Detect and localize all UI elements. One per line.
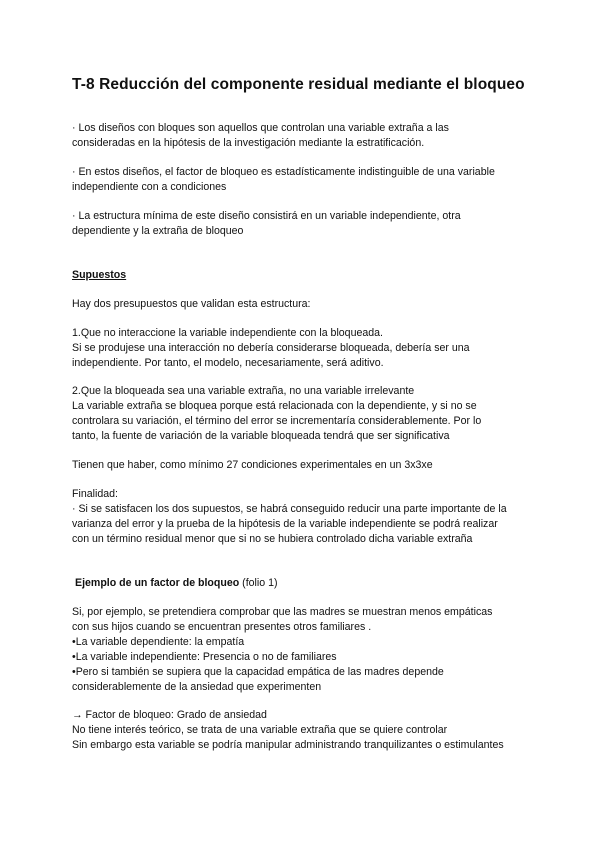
ejemplo-heading xyxy=(75,576,545,591)
intro-paragraph-1 xyxy=(72,121,542,151)
document-title: T-8 Reducción del componente residual mediante el bloqueo xyxy=(72,76,525,93)
text-line: independiente con a condiciones xyxy=(72,181,227,193)
text-line: · La estructura mínima de este diseño consistirá en un variable independiente, otra xyxy=(72,210,461,222)
text-line: 1.Que no interaccione la variable independiente con la bloqueada. xyxy=(72,327,383,339)
section-heading: Supuestos xyxy=(72,269,127,281)
text-line: 2.Que la bloqueada sea una variable extraña, no una variable irrelevante xyxy=(72,385,415,397)
text-line: · Si se satisfacen los dos supuestos, se habrá conseguido reducir una parte importante de la xyxy=(72,503,507,515)
bullet-line: •Pero si también se supiera que la capacidad empática de las madres depende xyxy=(72,666,444,678)
text-line: controlara su variación, el término del error se incrementaría considerablemente. Por lo xyxy=(72,415,482,427)
text-line: No tiene interés teórico, se trata de una variable extraña que se quiere controlar xyxy=(72,724,448,736)
supuestos-intro xyxy=(72,297,542,312)
text-line: Sin embargo esta variable se podría manipular administrando tranquilizantes o estimulantes xyxy=(72,739,504,751)
text-line: consideradas en la hipótesis de la investigación mediante la estratificación. xyxy=(72,137,425,149)
ejemplo-body xyxy=(72,605,542,695)
bullet-line: •La variable independiente: Presencia o no de familiares xyxy=(72,651,337,663)
condiciones-line xyxy=(72,458,542,473)
text-line: considerablemente de la ansiedad que experimenten xyxy=(72,681,322,693)
intro-paragraph-3 xyxy=(72,209,542,239)
text-line: Si se produjese una interacción no debería considerarse bloqueada, debería ser una xyxy=(72,342,470,354)
ejemplo-heading-line xyxy=(75,576,545,591)
ejemplo-heading-text: Ejemplo de un factor de bloqueo xyxy=(75,577,240,589)
text-line: Tienen que haber, como mínimo 27 condiciones experimentales en un 3x3xe xyxy=(72,459,433,471)
bullet-line: •La variable dependiente: la empatía xyxy=(72,636,245,648)
finalidad-paragraph xyxy=(72,487,542,547)
factor-bloqueo-paragraph xyxy=(72,708,542,753)
text-line: Finalidad: xyxy=(72,488,118,500)
supuestos-heading xyxy=(72,268,542,283)
text-line: dependiente y la extraña de bloqueo xyxy=(72,225,244,237)
text-line: Hay dos presupuestos que validan esta estructura: xyxy=(72,298,311,310)
text-line: con un término residual menor que si no se hubiera controlado dicha variable extraña xyxy=(72,533,473,545)
text-line: La variable extraña se bloquea porque está relacionada con la dependiente, y si no se xyxy=(72,400,477,412)
text-line: con sus hijos cuando se encuentran presentes otros familiares . xyxy=(72,621,372,633)
text-line: independiente. Por tanto, el modelo, necesariamente, será aditivo. xyxy=(72,357,384,369)
text-line: varianza del error y la prueba de la hipótesis de la variable independiente se podrá realizar xyxy=(72,518,498,530)
text-line: tanto, la fuente de variación de la variable bloqueada tendrá que ser significativa xyxy=(72,430,450,442)
text-line: · En estos diseños, el factor de bloqueo es estadísticamente indistinguible de una variable xyxy=(72,166,495,178)
ejemplo-folio: (folio 1) xyxy=(239,577,278,589)
intro-paragraph-2 xyxy=(72,165,542,195)
supuesto-2 xyxy=(72,384,542,444)
text-line: Si, por ejemplo, se pretendiera comprobar que las madres se muestran menos empáticas xyxy=(72,606,493,618)
supuesto-1 xyxy=(72,326,542,371)
text-line: → Factor de bloqueo: Grado de ansiedad xyxy=(72,709,267,721)
text-line: · Los diseños con bloques son aquellos que controlan una variable extraña a las xyxy=(72,122,449,134)
